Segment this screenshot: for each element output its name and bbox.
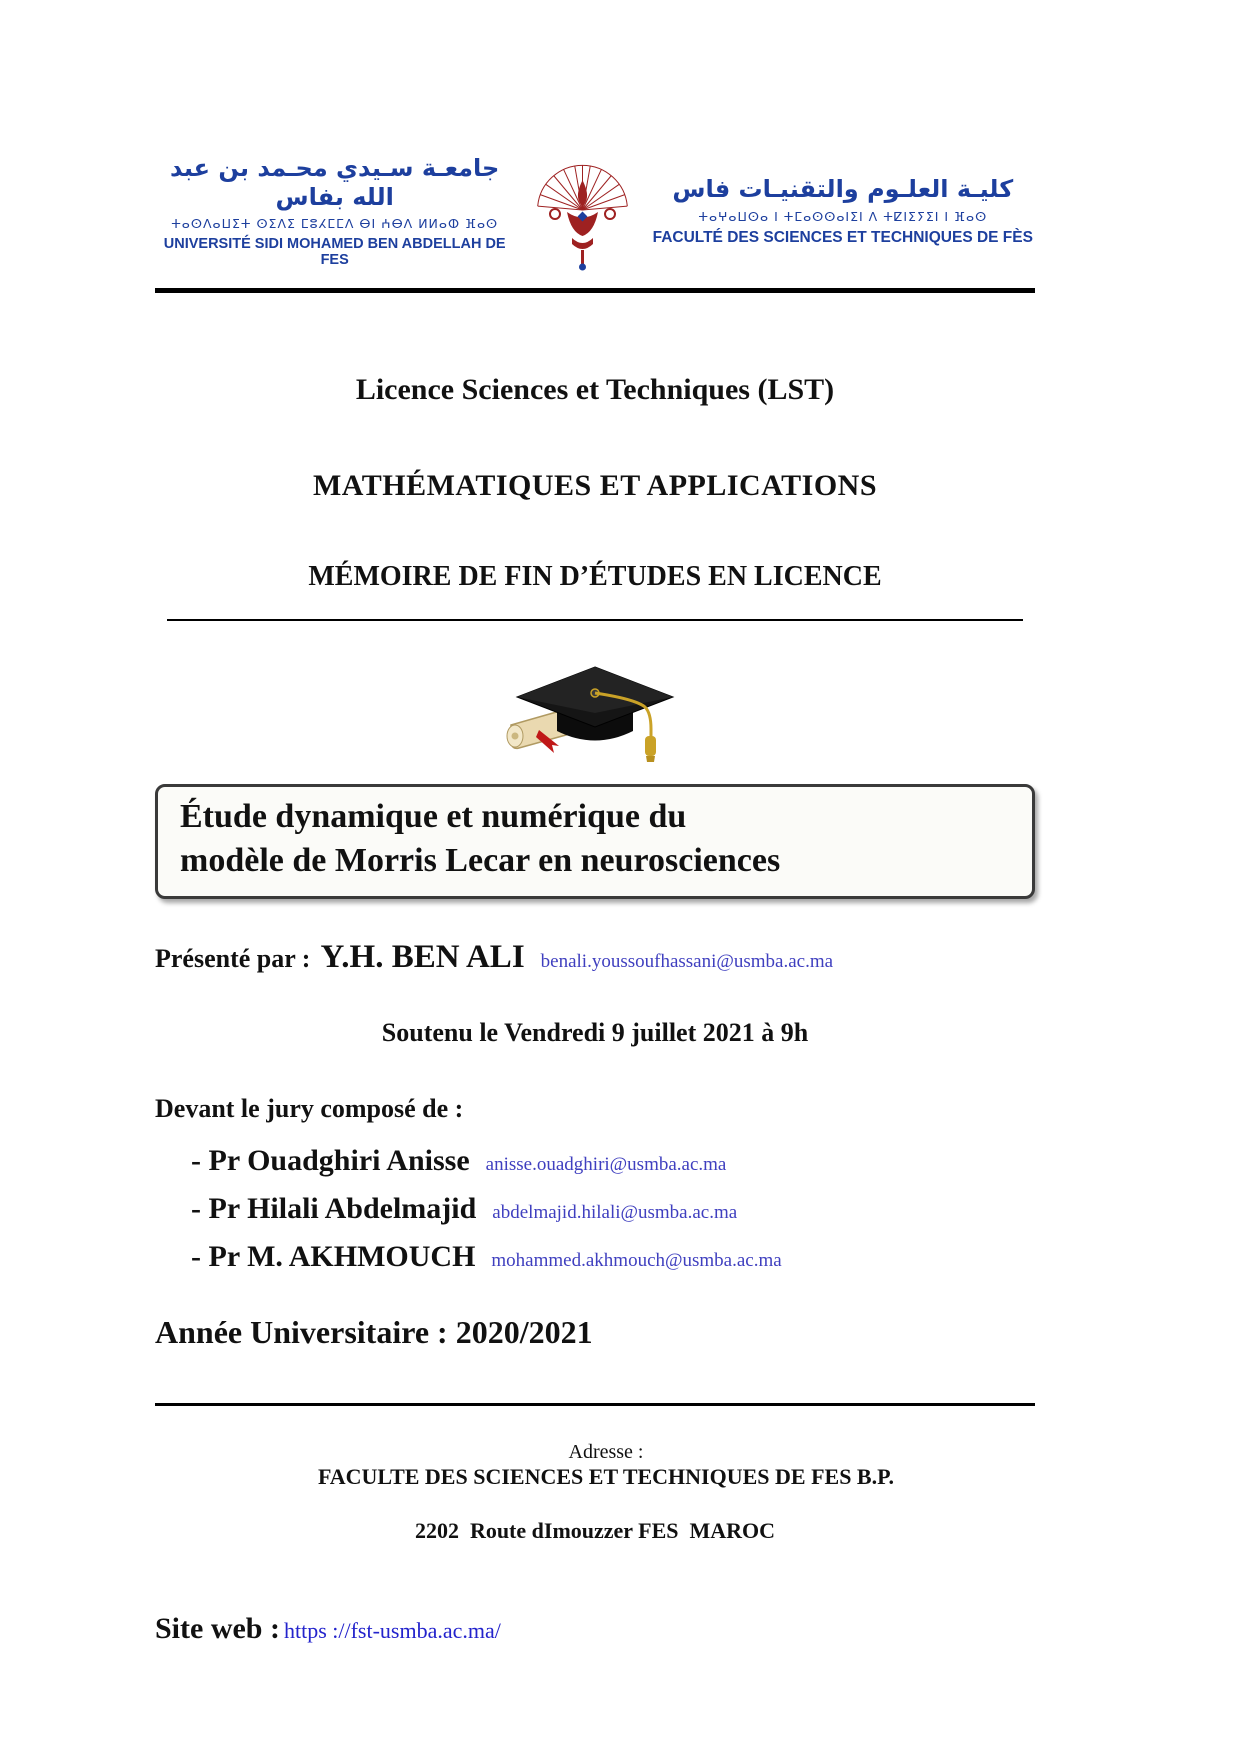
defense-date: Soutenu le Vendredi 9 juillet 2021 à 9h (381, 1018, 809, 1048)
website-row (155, 1612, 1035, 1646)
academic-year: Année Universitaire : 2020/2021 (155, 1314, 593, 1351)
address-line2: 2202 Route dImouzzer FES MAROC (414, 1518, 776, 1544)
website-label: Site web : (155, 1612, 280, 1646)
presented-by-label: Présenté par : (155, 944, 311, 974)
footer-divider (155, 1403, 1035, 1406)
university-emblem-icon (535, 150, 630, 272)
jury-member-email-link[interactable]: mohammed.akhmouch@usmba.ac.ma (491, 1250, 782, 1272)
faculty-block (651, 175, 1035, 247)
university-logo (528, 150, 636, 272)
faculty-name-arabic: كليـة العلـوم والتقنيـات فاس (672, 175, 1014, 204)
university-name-arabic: جامعـة سـيدي محـمد بن عبد الله بفاس (170, 153, 500, 211)
program-title: MATHÉMATIQUES ET APPLICATIONS (312, 469, 878, 502)
jury-member-name: - Pr Ouadghiri Anisse (191, 1144, 470, 1178)
author-email-link[interactable]: benali.youssoufhassani@usmba.ac.ma (540, 951, 834, 973)
jury-member-name: - Pr M. AKHMOUCH (191, 1240, 476, 1274)
university-name-latin: UNIVERSITÉ SIDI MOHAMED BEN ABDELLAH DE FES (163, 236, 506, 269)
jury-member-email-link[interactable]: abdelmajid.hilali@usmba.ac.ma (492, 1202, 738, 1224)
jury-member (191, 1144, 1035, 1178)
thesis-title-box (155, 784, 1035, 899)
degree-title: Licence Sciences et Techniques (LST) (355, 373, 835, 406)
document-type-title: MÉMOIRE DE FIN D’ÉTUDES EN LICENCE (308, 561, 882, 592)
header-divider (155, 288, 1035, 293)
faculty-name-tifinagh: ⵜⴰⵖⴰⵡⵙⴰ ⵏ ⵜⵎⴰⵙⵙⴰⵏⵉⵏ ⴷ ⵜⵇⵏⵉⵢⵉⵏ ⵏ ⴼⴰⵙ (698, 208, 988, 224)
faculty-name-latin: FACULTÉ DES SCIENCES ET TECHNIQUES DE FÈS (652, 228, 1033, 246)
address-line1: FACULTE DES SCIENCES ET TECHNIQUES DE FES B.P. (317, 1464, 895, 1490)
graduation-cap-icon (493, 633, 698, 765)
university-name-tifinagh: ⵜⴰⵙⴷⴰⵡⵉⵜ ⵙⵉⴷⵉ ⵎⵓⵃⵎⵎⴷ ⴱⵏ ⵄⴱⴷ ⵍⵍⴰⵀ ⴼⴰⵙ (171, 216, 499, 232)
website-link[interactable]: https ://fst-usmba.ac.ma/ (283, 1618, 501, 1644)
jury-member-name: - Pr Hilali Abdelmajid (191, 1192, 477, 1226)
jury-member-email-link[interactable]: anisse.ouadghiri@usmba.ac.ma (485, 1154, 727, 1176)
thesis-title-line2: modèle de Morris Lecar en neurosciences (180, 841, 781, 879)
author-name: Y.H. BEN ALI (320, 939, 525, 976)
jury-member (191, 1240, 1035, 1274)
address-block (155, 1412, 1035, 1596)
graduation-cap-image (155, 633, 1035, 770)
presented-by-row (155, 939, 1035, 976)
university-block (155, 154, 514, 269)
jury-list (191, 1144, 1035, 1274)
mortarboard (517, 667, 673, 762)
institution-header (155, 150, 1035, 272)
jury-member (191, 1192, 1035, 1226)
title-divider (167, 619, 1023, 621)
address-label: Adresse : (568, 1441, 644, 1464)
jury-heading: Devant le jury composé de : (155, 1094, 464, 1124)
thesis-title-line1: Étude dynamique et numérique du (180, 798, 687, 835)
